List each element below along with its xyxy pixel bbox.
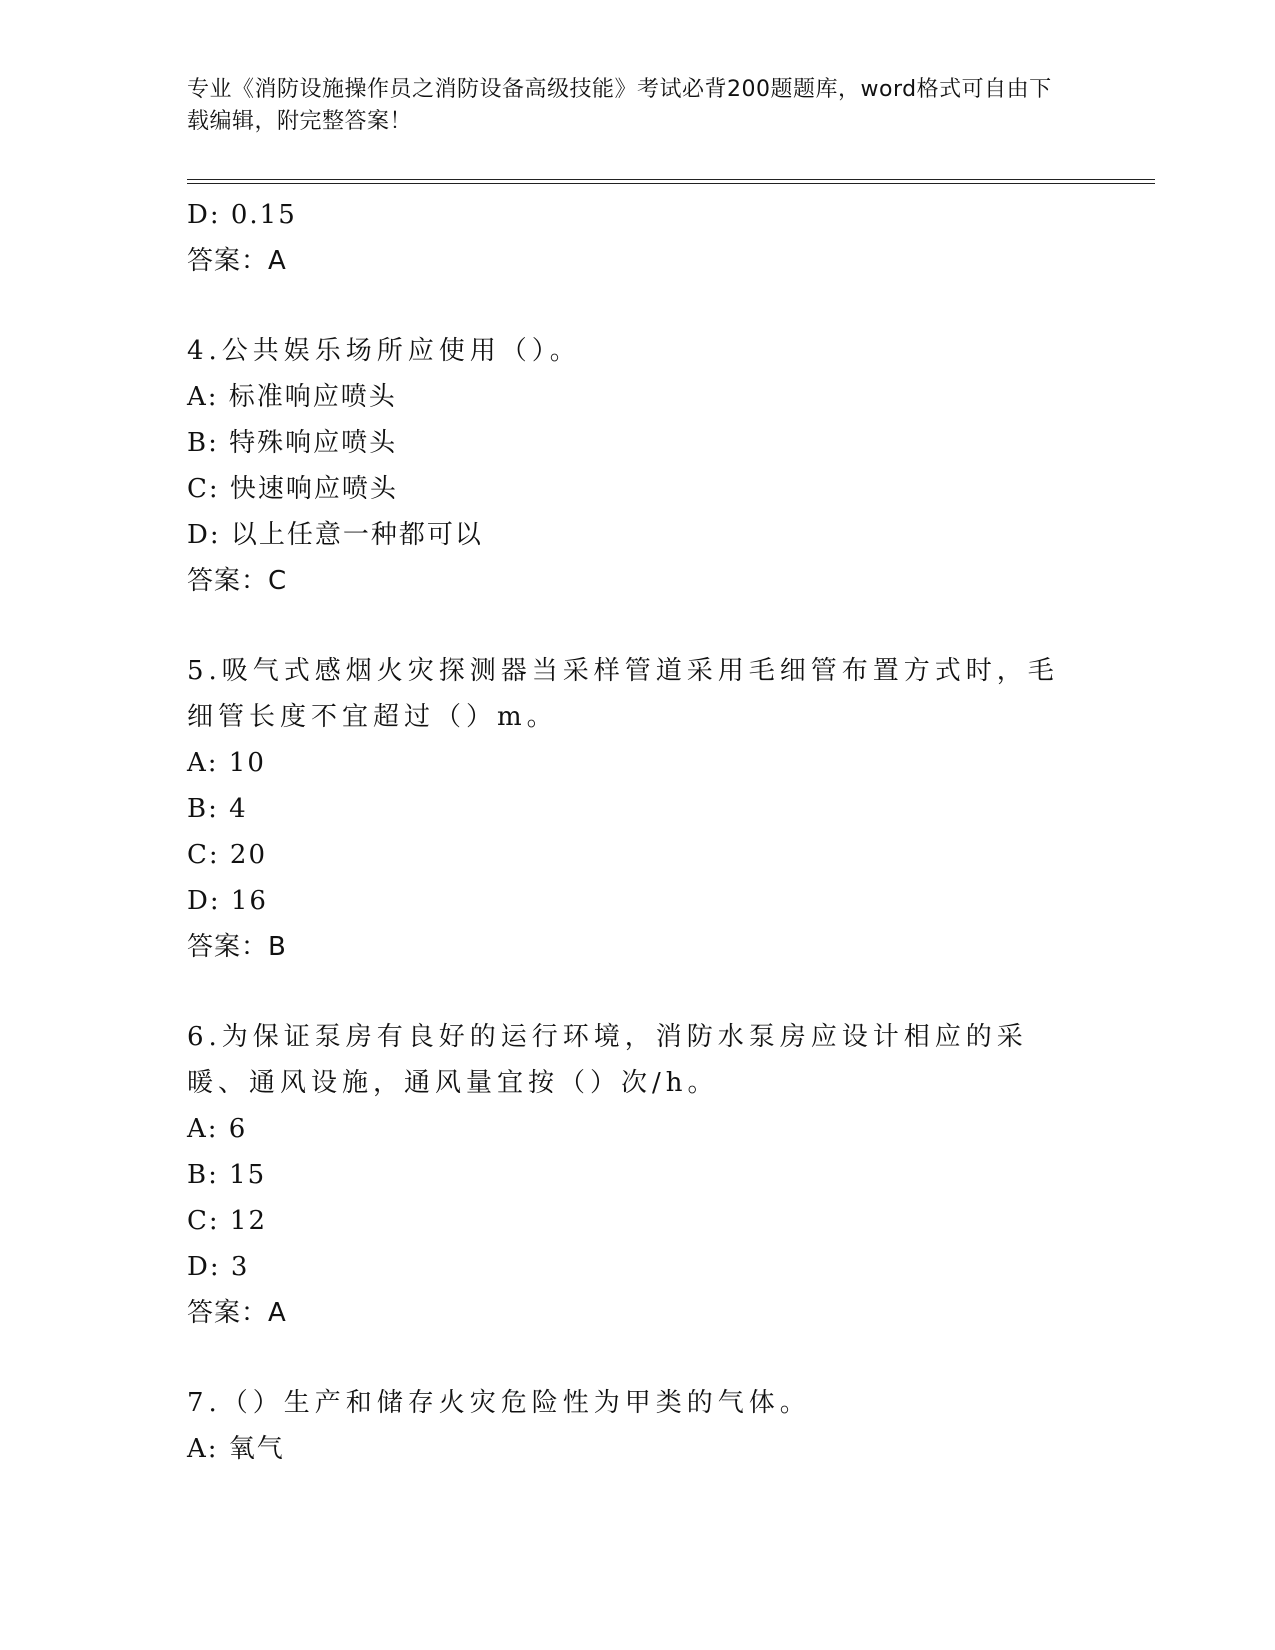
question-stem: 4.公共娱乐场所应使用（）。	[187, 336, 581, 366]
question-stem: 7.（）生产和储存火灾危险性为甲类的气体。	[187, 1388, 811, 1418]
carryover-answer: 答案：A	[187, 246, 287, 276]
option-a: A: 氧气	[187, 1434, 285, 1464]
option-a: A: 10	[187, 748, 266, 778]
answer-line: 答案：C	[187, 566, 288, 596]
option-c: C: 快速响应喷头	[187, 474, 398, 504]
question-list	[187, 192, 1087, 1472]
answer-line: 答案：A	[187, 1298, 287, 1328]
option-c: C: 12	[187, 1206, 268, 1236]
option-a: A: 标准响应喷头	[187, 382, 397, 412]
answer-line: 答案：B	[187, 932, 287, 962]
option-b: B: 特殊响应喷头	[187, 428, 398, 458]
option-d: D: 以上任意一种都可以	[187, 520, 483, 550]
option-b: B: 4	[187, 794, 248, 824]
question-stem: 5.吸气式感烟火灾探测器当采样管道采用毛细管布置方式时，毛细管长度不宜超过（）m。	[187, 656, 1059, 732]
carryover-option-d: D: 0.15	[187, 200, 297, 230]
option-b: B: 15	[187, 1160, 267, 1190]
header-divider-top	[187, 179, 1155, 180]
question-item	[187, 1380, 1087, 1472]
page-header: 专业《消防设施操作员之消防设备高级技能》考试必背200题题库，word格式可自由下载编辑，附完整答案！	[187, 77, 1052, 134]
option-d: D: 16	[187, 886, 268, 916]
option-c: C: 20	[187, 840, 268, 870]
question-stem: 6.为保证泵房有良好的运行环境，消防水泵房应设计相应的采暖、通风设施，通风量宜按（）次/h。	[187, 1022, 1028, 1098]
option-d: D: 3	[187, 1252, 250, 1282]
header-divider-bottom	[187, 183, 1155, 184]
question-item	[187, 1014, 1087, 1336]
question-item	[187, 328, 1087, 604]
option-a: A: 6	[187, 1114, 248, 1144]
question-item	[187, 648, 1087, 970]
